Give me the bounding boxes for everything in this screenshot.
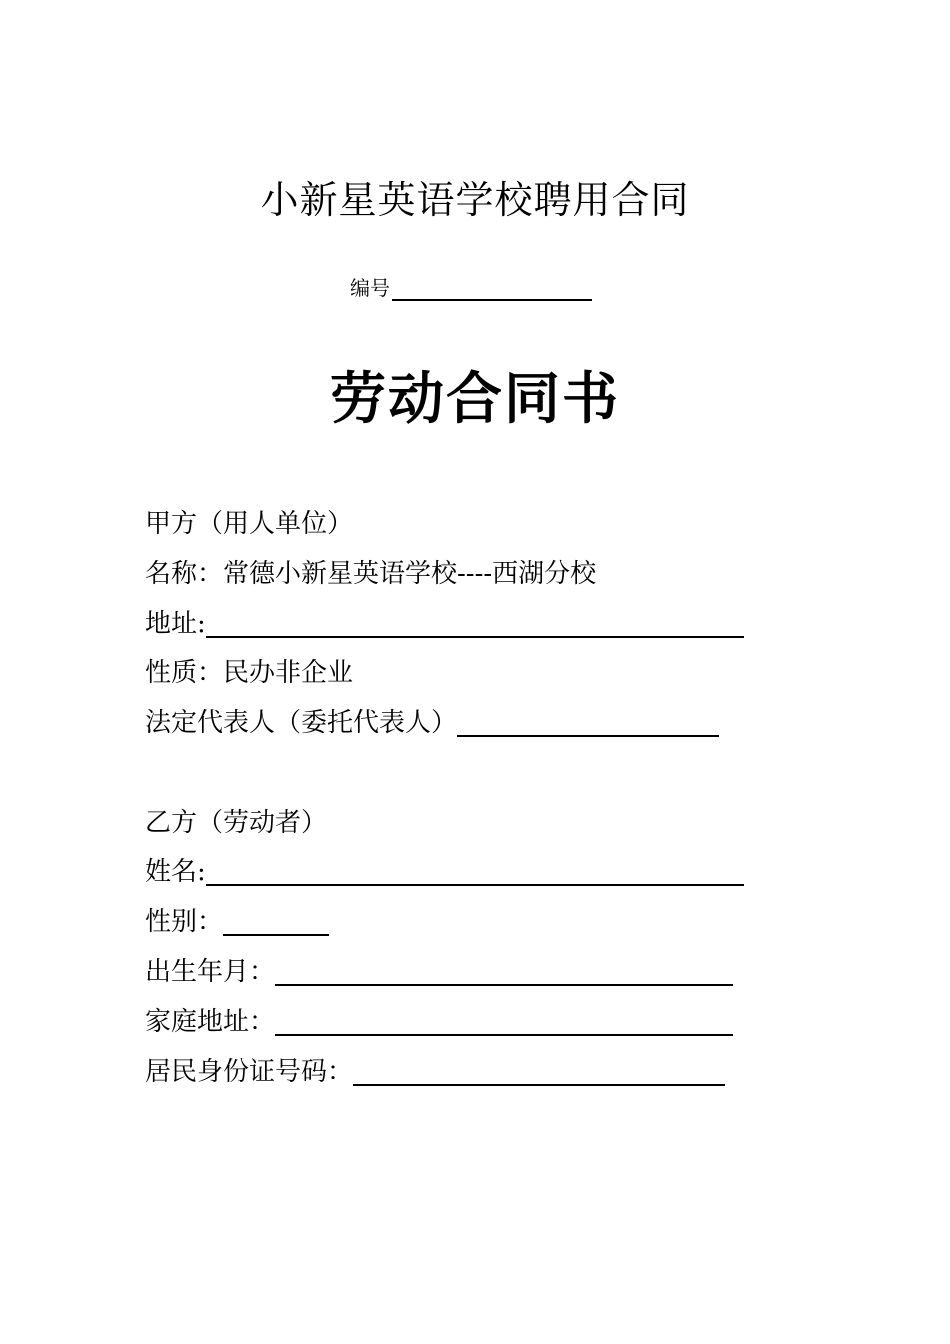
- party-b-id-number-label: 居民身份证号码：: [145, 1057, 354, 1087]
- party-a-name-row: [145, 552, 596, 592]
- party-b-gender-blank[interactable]: [223, 904, 329, 936]
- contract-number-row: [350, 273, 592, 301]
- party-b-home-address-row: [145, 1000, 733, 1040]
- contract-number-blank[interactable]: [392, 277, 592, 301]
- party-b-id-number-blank[interactable]: [353, 1054, 725, 1086]
- party-b-name-label: 姓名:: [145, 857, 206, 887]
- party-a-heading-text: 甲方（用人单位）: [145, 509, 354, 539]
- party-a-representative-blank[interactable]: [457, 705, 719, 737]
- school-contract-title: 小新星英语学校聘用合同: [260, 178, 690, 222]
- party-a-name-label: 名称：: [145, 559, 224, 589]
- party-b-home-address-blank[interactable]: [275, 1004, 733, 1036]
- party-a-address-blank[interactable]: [206, 606, 744, 638]
- party-a-representative-row: [145, 701, 719, 741]
- party-a-name-value: 常德小新星英语学校----西湖分校: [223, 559, 597, 589]
- party-b-gender-label: 性别：: [145, 907, 224, 937]
- main-title: 劳动合同书: [330, 367, 620, 432]
- party-b-name-blank[interactable]: [206, 854, 744, 886]
- party-b-name-row: [145, 850, 744, 890]
- party-b-birth-label: 出生年月：: [145, 957, 276, 987]
- party-b-birth-row: [145, 950, 733, 990]
- party-a-address-label: 地址:: [145, 609, 206, 639]
- party-b-id-number-row: [145, 1050, 725, 1090]
- party-b-home-address-label: 家庭地址：: [145, 1007, 276, 1037]
- party-a-nature-row: [145, 651, 353, 691]
- party-a-address-row: [145, 602, 744, 642]
- party-a-heading: [145, 502, 353, 542]
- party-a-representative-label: 法定代表人（委托代表人）: [145, 708, 458, 738]
- party-b-birth-blank[interactable]: [275, 954, 733, 986]
- party-a-nature-value: 民办非企业: [223, 658, 354, 688]
- party-b-heading-text: 乙方（劳动者）: [145, 808, 328, 838]
- contract-number-label: 编号: [350, 276, 390, 300]
- party-a-nature-label: 性质：: [145, 658, 224, 688]
- party-b-heading: [145, 801, 327, 841]
- party-b-gender-row: [145, 900, 329, 940]
